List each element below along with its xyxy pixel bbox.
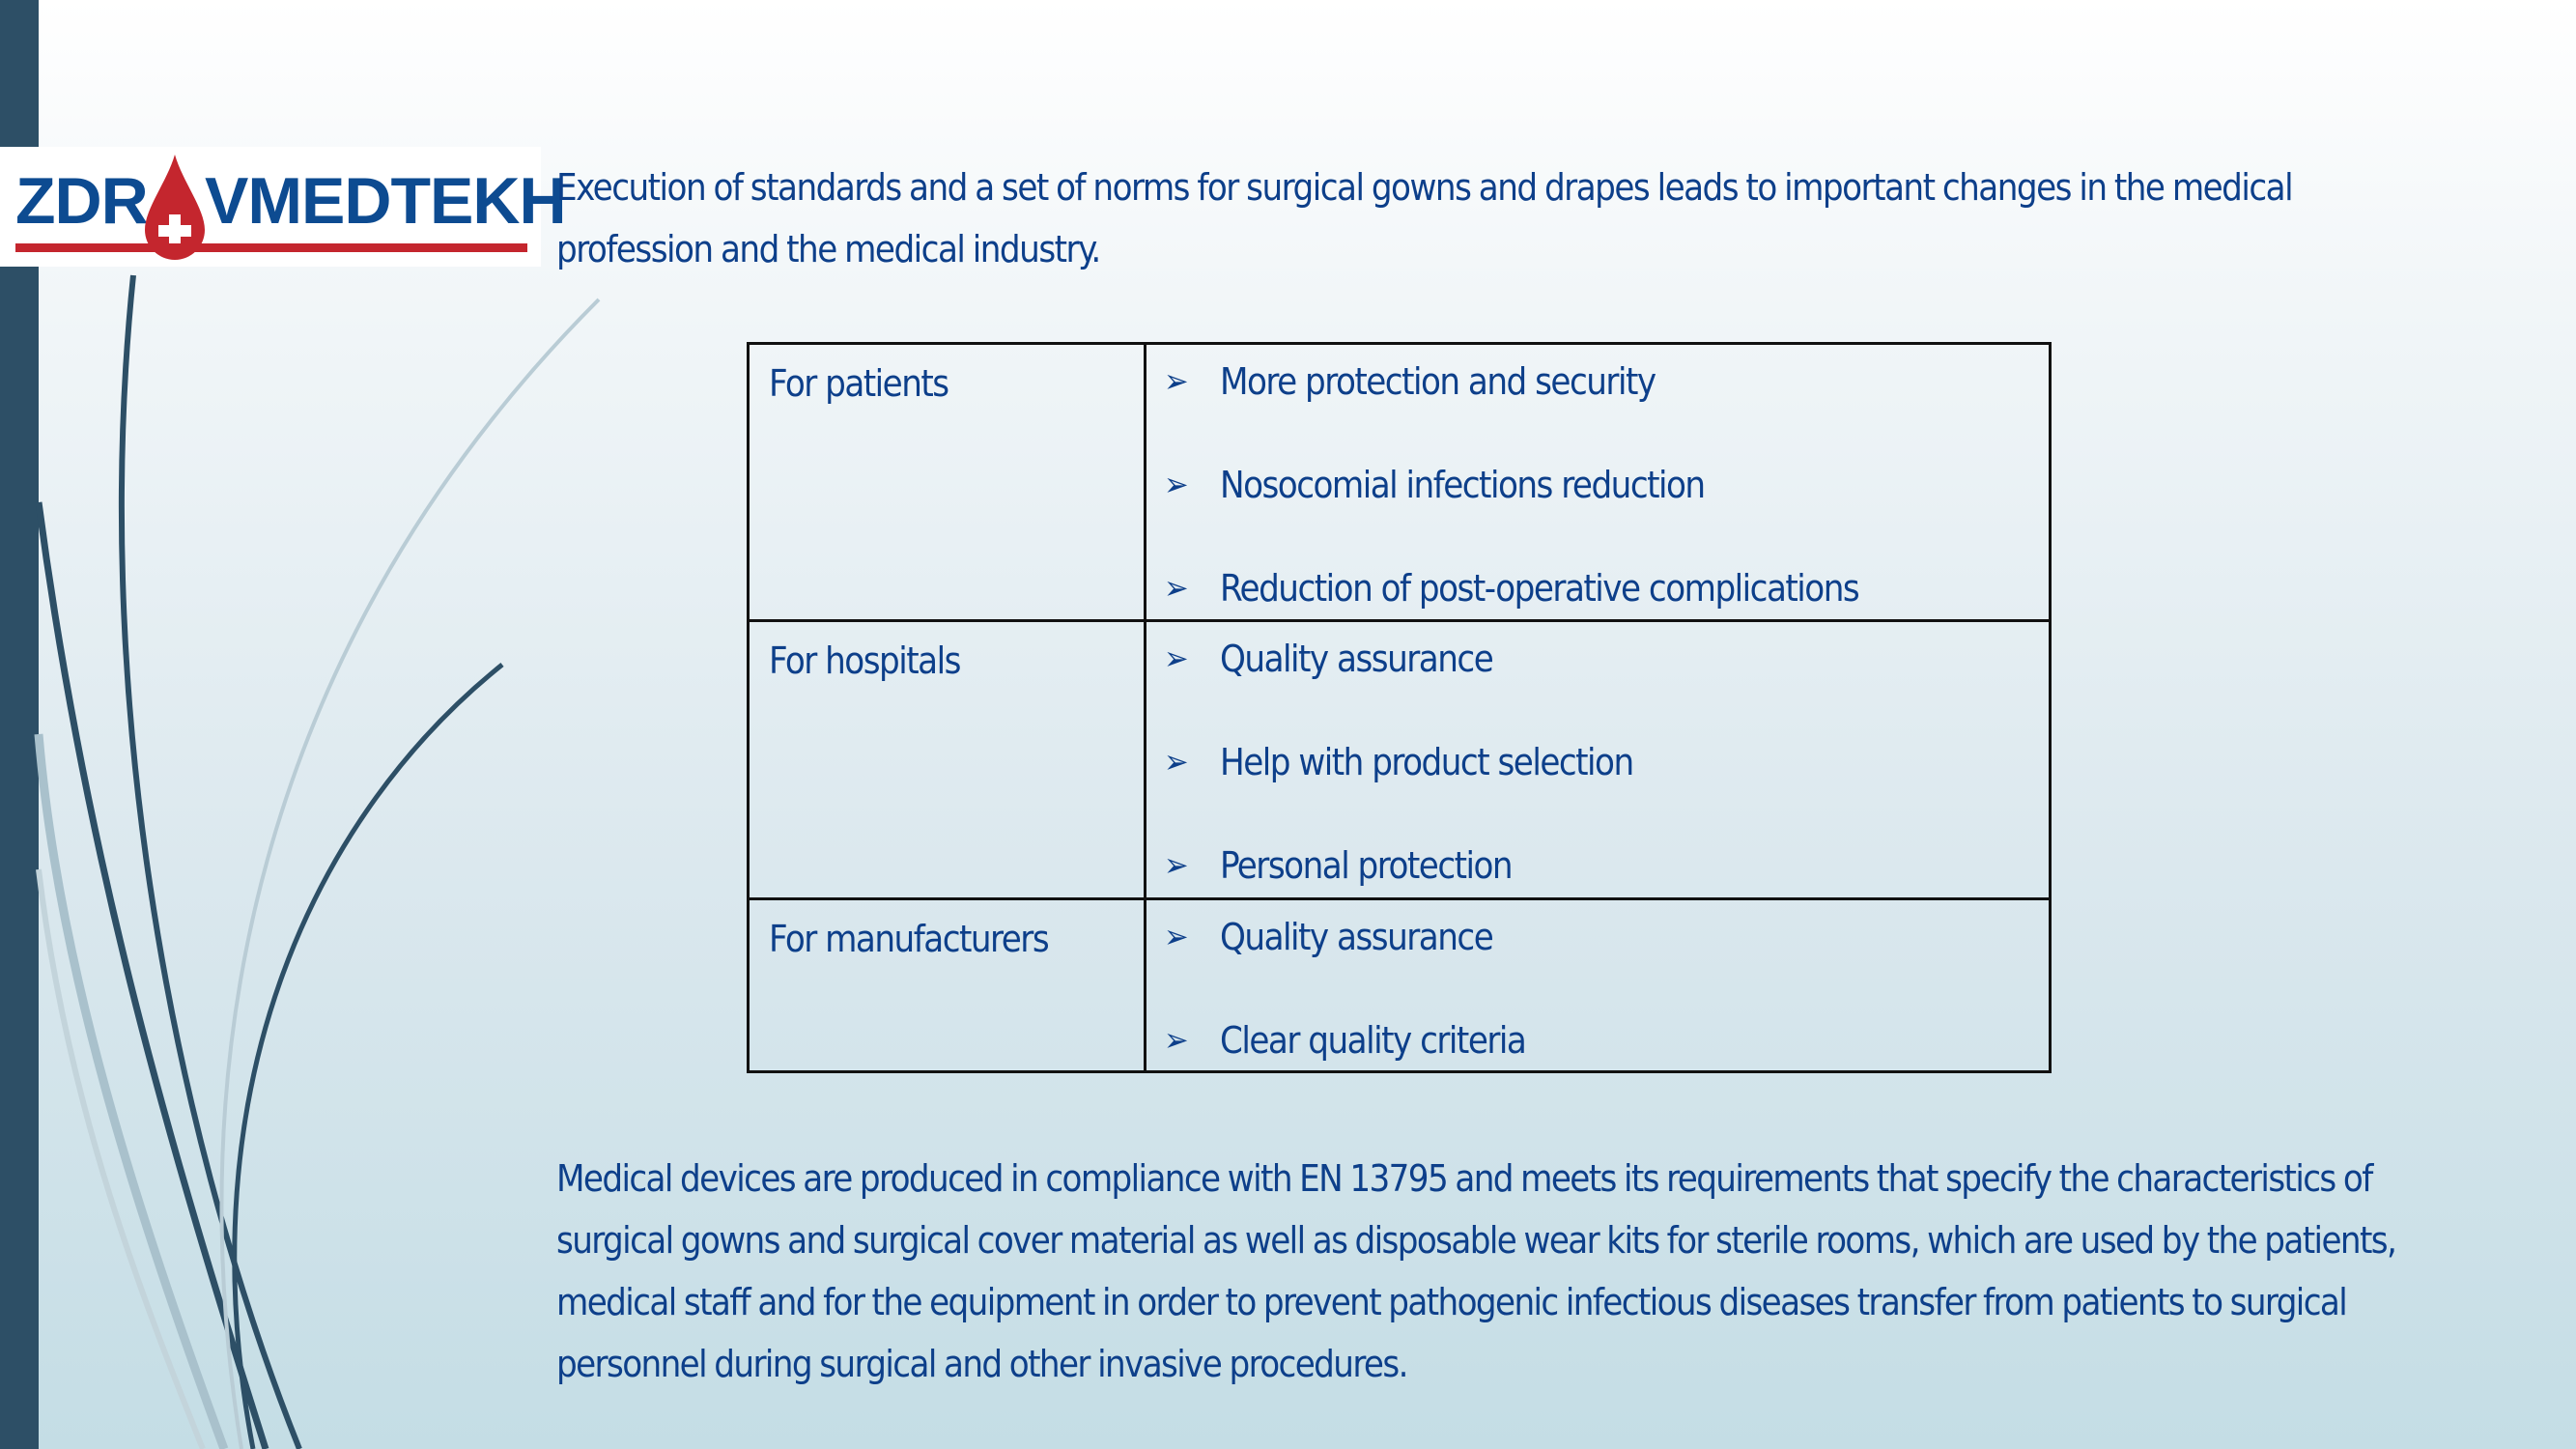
arrow-bullet-icon: ➢ [1164,1020,1189,1060]
list-item [1164,837,2049,895]
list-item-text: Personal protection [1220,844,1513,888]
list-item [1164,353,2049,456]
table-row [749,898,2051,1071]
list-item-text: Clear quality criteria [1220,1018,1526,1062]
benefit-list [1146,345,2049,617]
table-cell-items [1146,898,2051,1071]
logo-underline [15,243,527,252]
arrow-bullet-icon: ➢ [1164,466,1189,504]
list-item [1164,908,2049,1011]
list-item-text: Quality assurance [1220,638,1493,681]
logo-text-part2: VMEDTEKH [205,164,566,238]
list-item-text: Nosocomial infections reduction [1220,464,1705,506]
benefits-table [747,342,2052,1073]
table-cell-category [749,344,1146,621]
category-label: For hospitals [769,639,960,683]
arrow-bullet-icon: ➢ [1164,917,1189,956]
list-item [1164,733,2049,837]
category-label: For manufacturers [769,917,1049,960]
category-label: For patients [769,362,948,405]
arrow-bullet-icon: ➢ [1164,362,1189,401]
table-cell-category [749,621,1146,898]
benefit-list [1146,900,2049,1069]
compliance-paragraph: Medical devices are produced in compliance with EN 13795 and meets its requirements that specify the characteristics of surgical gowns and surgical cover material as well as disposable wear kits for sterile rooms, which are used by the patients, medical staff and for the equipment in order to prevent pathogenic infectious diseases transfer from patients to surgical personnel during surgical and other invasive procedures. [556,1157,2396,1385]
table-cell-items [1146,344,2051,621]
list-item [1164,630,2049,733]
list-item [1164,1011,2049,1069]
logo-text-part1: ZDR [15,164,148,238]
table-row [749,621,2051,898]
intro-paragraph: Execution of standards and a set of norms for surgical gowns and drapes leads to important changes in the medical profession and the medical industry. [556,166,2293,270]
arrow-bullet-icon: ➢ [1164,846,1189,886]
arrow-bullet-icon: ➢ [1164,743,1189,782]
list-item-text: Quality assurance [1220,915,1493,958]
list-item [1164,559,2049,617]
list-item [1164,456,2049,559]
list-item-text: Help with product selection [1220,741,1633,784]
list-item-text: More protection and security [1220,360,1656,403]
arrow-bullet-icon: ➢ [1164,639,1189,679]
list-item-text: Reduction of post-operative complications [1220,567,1859,610]
table-cell-items [1146,621,2051,898]
company-logo [0,147,566,267]
arrow-bullet-icon: ➢ [1164,569,1189,608]
table-cell-category [749,898,1146,1071]
table-row [749,344,2051,621]
benefit-list [1146,622,2049,895]
